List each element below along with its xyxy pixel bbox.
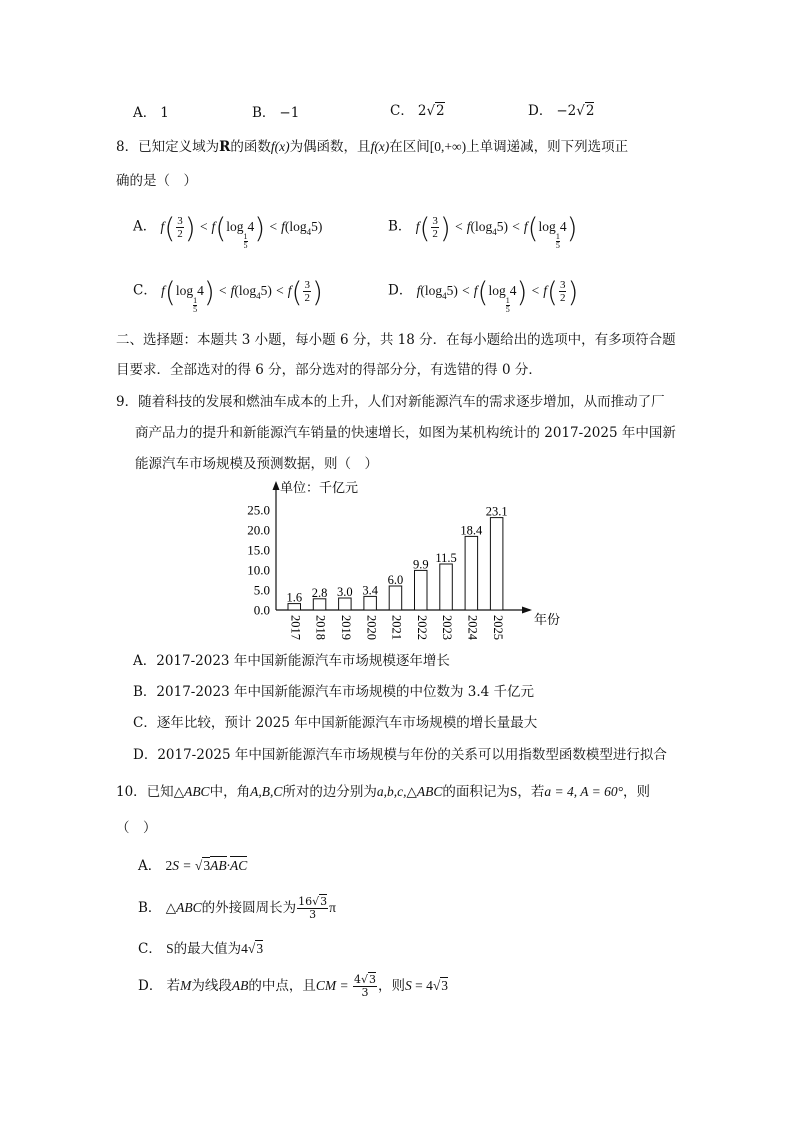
- q10-angles: A,B,C: [250, 784, 283, 799]
- q8-text: 8．已知定义域为: [116, 139, 220, 155]
- data-label-2019: 3.0: [337, 585, 353, 599]
- option-label: B．: [252, 105, 276, 121]
- q10-AB: AB: [231, 978, 249, 993]
- y-axis-arrow-icon: [273, 481, 280, 490]
- y-tick-label: 0.0: [253, 602, 270, 618]
- q9-option-d: D．2017-2025 年中国新能源汽车市场规模与年份的关系可以用指数型函数模型进行拟合: [133, 747, 667, 763]
- option-label: D．: [528, 103, 553, 119]
- q8-interval: [0,+∞): [429, 139, 467, 154]
- q10-text: 10．已知: [116, 784, 174, 800]
- y-tick-label: 20.0: [247, 522, 270, 538]
- bar-2019: [339, 598, 352, 610]
- bar-2025: [490, 518, 503, 610]
- q10-option-d: D． 若M为线段AB的中点，且CM = $\frac{4√3}{3}$ ，则S = 4√3: [138, 973, 449, 999]
- x-tick-label-2017: 2017: [288, 615, 303, 640]
- option-label: B．: [138, 900, 162, 916]
- q8-text: 在区间: [389, 139, 430, 155]
- x-axis-arrow-icon: [522, 607, 532, 614]
- option-value: −2: [556, 103, 577, 119]
- q10-triangle: △ABC: [406, 784, 443, 799]
- q10-text: ，则: [378, 978, 406, 994]
- data-label-2021: 6.0: [387, 573, 404, 587]
- option-label: D．: [388, 282, 413, 299]
- option-label: C．: [133, 282, 157, 299]
- sqrt-2: 2: [585, 103, 595, 119]
- option-a-formula: 2S = √3AB·AC: [165, 858, 248, 873]
- q8-text: 为偶函数，且: [289, 139, 371, 155]
- option-label: B．: [388, 218, 412, 235]
- x-tick-label-2019: 2019: [338, 615, 353, 640]
- fx: f(x): [370, 139, 390, 154]
- q8-text: 的函数: [230, 139, 271, 155]
- y-tick-label: 25.0: [247, 502, 270, 518]
- data-label-2017: 1.6: [286, 590, 303, 605]
- q10-condition: a = 4, A = 60°: [544, 784, 623, 799]
- bar-2018: [313, 599, 326, 610]
- q10-text: 的面积记为: [442, 784, 510, 800]
- q7-option-b: [252, 101, 299, 121]
- q7-option-c: [390, 99, 445, 119]
- option-b-formula: f( $\frac{3}{2}$ ) < $f(\log_45) < f(\log$ $\frac{1}{5}$ 4): [415, 211, 578, 250]
- data-label-2022: 9.9: [412, 557, 429, 572]
- data-label-2024: 18.4: [460, 523, 483, 538]
- q9-line2: 商产品力的提升和新能源汽车销量的快速增长，如图为某机构统计的 2017-2025 年中国新: [135, 425, 676, 441]
- bar-chart: [230, 476, 570, 646]
- frac-4sqrt3-over-3: $\frac{4√3}{3}$: [354, 973, 377, 999]
- q9-line1: 9．随着科技的发展和燃油车成本的上升，人们对新能源汽车的需求逐步增加，从而推动了厂: [116, 394, 665, 410]
- q7-option-d: [528, 99, 594, 119]
- x-tick-label-2022: 2022: [414, 615, 429, 640]
- q10-text: 的中点，且: [248, 978, 316, 994]
- data-label-2025: 23.1: [485, 504, 508, 519]
- x-tick-label-2024: 2024: [465, 615, 480, 640]
- data-label-2018: 2.8: [311, 585, 328, 600]
- frac-16sqrt3-over-3: $\frac{16√3}{3}$: [298, 895, 328, 921]
- q10-text: 所对的边分别为: [282, 784, 377, 800]
- q8-option-d: [388, 275, 578, 314]
- x-tick-label-2018: 2018: [313, 615, 328, 640]
- q8-option-a: [133, 211, 322, 250]
- bar-2021: [389, 586, 402, 610]
- y-tick-label: 15.0: [247, 542, 270, 558]
- data-label-2023: 11.5: [435, 551, 457, 565]
- q8-text: 上单调递减，则下列选项正: [466, 139, 629, 155]
- sqrt-icon: √: [426, 103, 436, 119]
- x-tick-label-2025: 2025: [490, 615, 505, 640]
- y-axis-label: 单位：千亿元: [280, 480, 359, 495]
- q10-sides: a,b,c: [376, 784, 404, 799]
- sqrt-2: 2: [436, 103, 445, 119]
- q8-stem-line2: [116, 171, 197, 191]
- y-tick-label: 5.0: [253, 582, 270, 598]
- q10-stem-line1: 10．已知△ABC中，角A,B,C所对的边分别为a,b,c,△ABC的面积记为S，若a = 4, A = 60°，则: [116, 784, 650, 800]
- option-label: C．: [138, 941, 162, 957]
- q8-stem-line1: [116, 137, 628, 157]
- q10-text: 为线段: [191, 978, 232, 994]
- option-a-formula: f( $\frac{3}{2}$ ) < f(log $\frac{1}{5}$ $4) < f(\log_45)$: [160, 211, 323, 250]
- option-d-formula: $f(\log_45) < f(\log$ $\frac{1}{5}$ 4) < f( $\frac{3}{2}$ ): [416, 275, 579, 314]
- bar-2020: [364, 596, 377, 610]
- q10-option-c: C． S的最大值为4√3: [138, 941, 264, 957]
- q10-option-b: B． △ABC的外接圆周长为 $\frac{16√3}{3}$ π: [138, 895, 336, 921]
- q8-option-c: [133, 275, 323, 314]
- q7-option-a: [133, 101, 169, 121]
- option-value: −1: [279, 105, 300, 121]
- y-tick-label: 10.0: [247, 562, 270, 578]
- bar-2022: [415, 570, 428, 610]
- q10-triangle: △ABC: [173, 784, 210, 799]
- q10-stem-line2: （ ）: [116, 820, 157, 836]
- q10-text: ，若: [517, 784, 545, 800]
- q9-option-a: A．2017-2023 年中国新能源汽车市场规模逐年增长: [133, 653, 450, 669]
- option-label: A．: [133, 105, 157, 121]
- section2-line2: 目要求．全部选对的得 6 分，部分选对的得部分分，有选错的得 0 分．: [116, 362, 542, 378]
- fx: f(x): [270, 139, 290, 154]
- q9-option-b: B．2017-2023 年中国新能源汽车市场规模的中位数为 3.4 千亿元: [133, 684, 535, 700]
- x-tick-label-2021: 2021: [389, 615, 404, 640]
- q10-text: ，则: [623, 784, 650, 800]
- q9-option-c: C．逐年比较，预计 2025 年中国新能源汽车市场规模的增长量最大: [133, 715, 538, 731]
- q10-text: 中，角: [209, 784, 251, 800]
- x-tick-label-2023: 2023: [440, 615, 455, 640]
- option-value: 1: [160, 105, 169, 121]
- section2-line1: 二、选择题：本题共 3 小题，每小题 6 分，共 18 分．在每小题给出的选项中，有多项符合题: [116, 332, 676, 348]
- q10-S: S: [509, 784, 518, 799]
- q10-text: 的外接圆周长为: [201, 900, 297, 916]
- q8-option-b: [388, 211, 578, 250]
- option-value: 2: [417, 103, 427, 119]
- option-label: D．: [138, 978, 163, 994]
- bar-2024: [465, 536, 478, 610]
- q8-text: 确的是（ ）: [116, 173, 197, 189]
- q10-text: 若: [166, 978, 181, 994]
- q10-M: M: [180, 978, 192, 993]
- sqrt-icon: √: [576, 103, 585, 119]
- q10-text: 的最大值为: [173, 941, 242, 957]
- option-label: A．: [138, 858, 162, 874]
- x-tick-label-2020: 2020: [364, 615, 379, 640]
- x-axis-label: 年份: [534, 612, 561, 627]
- option-c-formula: f(log $\frac{1}{5}$ $4) < f(\log_45) < f$( $\frac{3}{2}$ ): [161, 275, 323, 314]
- q8-R: R: [219, 139, 231, 155]
- option-label: C．: [390, 103, 414, 119]
- option-label: A．: [133, 218, 157, 235]
- q10-S: S: [166, 941, 174, 956]
- bar-2023: [440, 564, 453, 610]
- q10-option-a: [138, 854, 247, 874]
- q9-line3: 能源汽车市场规模及预测数据，则（ ）: [135, 456, 378, 472]
- q10-triangle: △ABC: [165, 900, 202, 915]
- data-label-2020: 3.4: [362, 583, 378, 598]
